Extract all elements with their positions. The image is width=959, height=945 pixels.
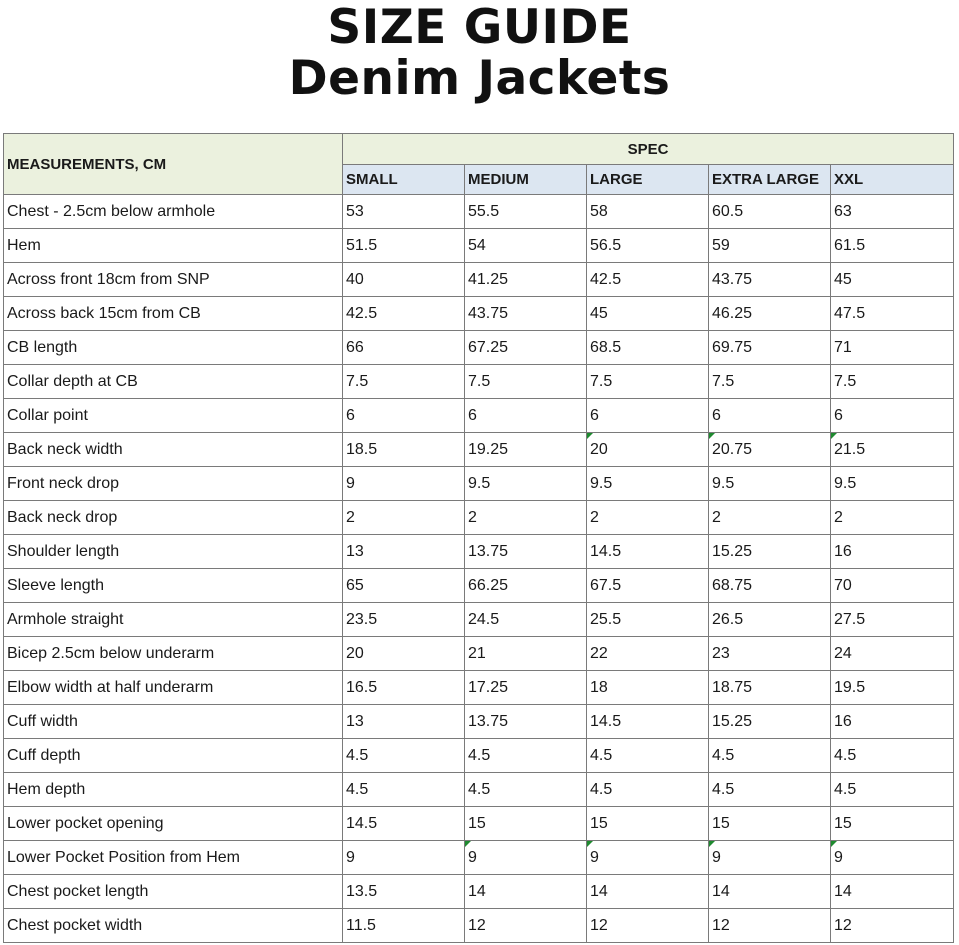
size-value-cell: 7.5 — [709, 365, 831, 399]
size-value-cell: 61.5 — [831, 229, 954, 263]
table-row — [4, 501, 954, 535]
size-value-cell: 4.5 — [465, 739, 587, 773]
size-value-cell: 20 — [587, 433, 709, 467]
measurement-label: Shoulder length — [4, 535, 343, 569]
size-value-cell: 16 — [831, 535, 954, 569]
size-value-cell: 13.75 — [465, 705, 587, 739]
size-value-cell: 7.5 — [831, 365, 954, 399]
size-value-cell: 53 — [343, 195, 465, 229]
table-row — [4, 297, 954, 331]
size-value-cell: 6 — [343, 399, 465, 433]
measurement-label: Lower Pocket Position from Hem — [4, 841, 343, 875]
size-value-cell: 46.25 — [709, 297, 831, 331]
size-value-cell: 18.75 — [709, 671, 831, 705]
measurement-label: Elbow width at half underarm — [4, 671, 343, 705]
table-row — [4, 705, 954, 739]
size-value-cell: 22 — [587, 637, 709, 671]
size-value-cell: 7.5 — [343, 365, 465, 399]
size-value-cell: 2 — [343, 501, 465, 535]
measurement-label: Hem depth — [4, 773, 343, 807]
measurement-label: Cuff depth — [4, 739, 343, 773]
table-row — [4, 739, 954, 773]
size-value-cell: 6 — [465, 399, 587, 433]
size-value-cell: 60.5 — [709, 195, 831, 229]
table-row — [4, 229, 954, 263]
size-header-large: LARGE — [587, 165, 709, 195]
size-value-cell: 15.25 — [709, 705, 831, 739]
size-value-cell: 15.25 — [709, 535, 831, 569]
size-value-cell: 4.5 — [831, 739, 954, 773]
size-value-cell: 6 — [831, 399, 954, 433]
size-value-cell: 66 — [343, 331, 465, 365]
size-value-cell: 11.5 — [343, 909, 465, 943]
size-value-cell: 68.5 — [587, 331, 709, 365]
size-value-cell: 65 — [343, 569, 465, 603]
size-value-cell: 12 — [831, 909, 954, 943]
size-value-cell: 9 — [709, 841, 831, 875]
table-row — [4, 569, 954, 603]
size-value-cell: 4.5 — [587, 739, 709, 773]
measurement-label: Back neck width — [4, 433, 343, 467]
size-value-cell: 4.5 — [709, 773, 831, 807]
size-value-cell: 13.75 — [465, 535, 587, 569]
size-header-small: SMALL — [343, 165, 465, 195]
table-row — [4, 467, 954, 501]
size-value-cell: 18 — [587, 671, 709, 705]
measurement-label: Sleeve length — [4, 569, 343, 603]
size-value-cell: 20.75 — [709, 433, 831, 467]
size-value-cell: 16.5 — [343, 671, 465, 705]
table-row — [4, 535, 954, 569]
size-header-extra-large: EXTRA LARGE — [709, 165, 831, 195]
measurement-label: Collar point — [4, 399, 343, 433]
size-value-cell: 41.25 — [465, 263, 587, 297]
page-subtitle: Denim Jackets — [288, 51, 671, 106]
size-value-cell: 9.5 — [831, 467, 954, 501]
measurement-label: Chest pocket length — [4, 875, 343, 909]
size-value-cell: 67.5 — [587, 569, 709, 603]
table-row — [4, 875, 954, 909]
size-value-cell: 2 — [465, 501, 587, 535]
measurement-label: Bicep 2.5cm below underarm — [4, 637, 343, 671]
size-value-cell: 6 — [587, 399, 709, 433]
size-value-cell: 66.25 — [465, 569, 587, 603]
size-value-cell: 15 — [465, 807, 587, 841]
size-header-xxl: XXL — [831, 165, 954, 195]
table-body — [4, 195, 954, 943]
size-value-cell: 9 — [343, 841, 465, 875]
size-value-cell: 13 — [343, 535, 465, 569]
size-value-cell: 12 — [587, 909, 709, 943]
size-value-cell: 9 — [587, 841, 709, 875]
size-value-cell: 26.5 — [709, 603, 831, 637]
size-value-cell: 45 — [587, 297, 709, 331]
measurements-header: MEASUREMENTS, CM — [4, 134, 343, 195]
table-row — [4, 263, 954, 297]
size-value-cell: 59 — [709, 229, 831, 263]
size-value-cell: 13 — [343, 705, 465, 739]
measurement-label: Across front 18cm from SNP — [4, 263, 343, 297]
size-value-cell: 7.5 — [587, 365, 709, 399]
table-row — [4, 331, 954, 365]
measurement-label: Collar depth at CB — [4, 365, 343, 399]
size-value-cell: 18.5 — [343, 433, 465, 467]
size-value-cell: 4.5 — [587, 773, 709, 807]
spec-header: SPEC — [343, 134, 954, 165]
size-value-cell: 21 — [465, 637, 587, 671]
size-value-cell: 15 — [831, 807, 954, 841]
size-value-cell: 55.5 — [465, 195, 587, 229]
size-value-cell: 42.5 — [587, 263, 709, 297]
size-value-cell: 15 — [709, 807, 831, 841]
size-value-cell: 15 — [587, 807, 709, 841]
size-value-cell: 21.5 — [831, 433, 954, 467]
size-value-cell: 27.5 — [831, 603, 954, 637]
size-value-cell: 14.5 — [587, 535, 709, 569]
size-value-cell: 9.5 — [709, 467, 831, 501]
size-guide-table — [3, 133, 954, 943]
measurement-label: Chest - 2.5cm below armhole — [4, 195, 343, 229]
size-value-cell: 58 — [587, 195, 709, 229]
size-value-cell: 12 — [465, 909, 587, 943]
size-value-cell: 24 — [831, 637, 954, 671]
table-row — [4, 399, 954, 433]
measurement-label: Lower pocket opening — [4, 807, 343, 841]
size-value-cell: 70 — [831, 569, 954, 603]
size-value-cell: 23.5 — [343, 603, 465, 637]
size-value-cell: 9.5 — [587, 467, 709, 501]
measurement-label: Cuff width — [4, 705, 343, 739]
table-row — [4, 671, 954, 705]
table-row — [4, 603, 954, 637]
measurement-label: CB length — [4, 331, 343, 365]
size-value-cell: 42.5 — [343, 297, 465, 331]
size-value-cell: 14 — [831, 875, 954, 909]
size-header-medium: MEDIUM — [465, 165, 587, 195]
size-value-cell: 16 — [831, 705, 954, 739]
measurement-label: Front neck drop — [4, 467, 343, 501]
table-row — [4, 637, 954, 671]
size-value-cell: 9 — [831, 841, 954, 875]
table-row — [4, 773, 954, 807]
size-value-cell: 47.5 — [831, 297, 954, 331]
size-value-cell: 4.5 — [343, 773, 465, 807]
size-value-cell: 40 — [343, 263, 465, 297]
size-value-cell: 19.5 — [831, 671, 954, 705]
size-value-cell: 51.5 — [343, 229, 465, 263]
size-value-cell: 9 — [465, 841, 587, 875]
size-value-cell: 9 — [343, 467, 465, 501]
size-value-cell: 71 — [831, 331, 954, 365]
size-value-cell: 4.5 — [831, 773, 954, 807]
size-value-cell: 69.75 — [709, 331, 831, 365]
measurement-label: Hem — [4, 229, 343, 263]
table-row — [4, 365, 954, 399]
size-value-cell: 14 — [587, 875, 709, 909]
measurement-label: Armhole straight — [4, 603, 343, 637]
size-value-cell: 4.5 — [465, 773, 587, 807]
size-value-cell: 12 — [709, 909, 831, 943]
size-value-cell: 56.5 — [587, 229, 709, 263]
size-value-cell: 67.25 — [465, 331, 587, 365]
table-row — [4, 909, 954, 943]
size-value-cell: 25.5 — [587, 603, 709, 637]
size-value-cell: 2 — [831, 501, 954, 535]
table-row — [4, 807, 954, 841]
size-value-cell: 45 — [831, 263, 954, 297]
size-value-cell: 13.5 — [343, 875, 465, 909]
size-value-cell: 7.5 — [465, 365, 587, 399]
table-row — [4, 841, 954, 875]
page-title: SIZE GUIDE — [327, 0, 632, 55]
size-value-cell: 2 — [709, 501, 831, 535]
size-value-cell: 20 — [343, 637, 465, 671]
size-value-cell: 14 — [709, 875, 831, 909]
size-value-cell: 43.75 — [709, 263, 831, 297]
size-value-cell: 54 — [465, 229, 587, 263]
size-value-cell: 9.5 — [465, 467, 587, 501]
measurement-label: Chest pocket width — [4, 909, 343, 943]
size-value-cell: 23 — [709, 637, 831, 671]
measurement-label: Back neck drop — [4, 501, 343, 535]
size-value-cell: 2 — [587, 501, 709, 535]
size-value-cell: 68.75 — [709, 569, 831, 603]
table-row — [4, 433, 954, 467]
size-value-cell: 17.25 — [465, 671, 587, 705]
size-value-cell: 6 — [709, 399, 831, 433]
size-value-cell: 14.5 — [587, 705, 709, 739]
measurement-label: Across back 15cm from CB — [4, 297, 343, 331]
size-value-cell: 4.5 — [343, 739, 465, 773]
size-value-cell: 19.25 — [465, 433, 587, 467]
size-value-cell: 14.5 — [343, 807, 465, 841]
table-row — [4, 195, 954, 229]
size-value-cell: 24.5 — [465, 603, 587, 637]
size-value-cell: 14 — [465, 875, 587, 909]
size-value-cell: 4.5 — [709, 739, 831, 773]
size-value-cell: 43.75 — [465, 297, 587, 331]
size-value-cell: 63 — [831, 195, 954, 229]
